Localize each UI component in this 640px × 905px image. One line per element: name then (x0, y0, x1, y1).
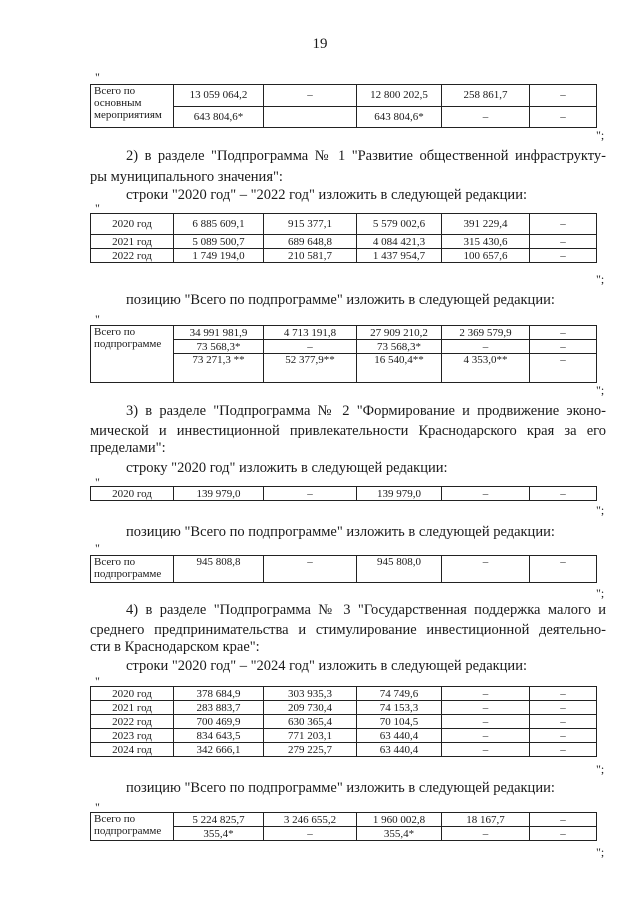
paragraph-line: позицию "Всего по подпрограмме" изложить в следующей редакции: (126, 292, 555, 308)
table-cell: – (442, 487, 530, 501)
table-cell: 210 581,7 (264, 249, 357, 263)
paragraph-line: мической и инвестиционной привлекательности Краснодарского края за его (90, 423, 606, 439)
table-cell: – (442, 743, 530, 757)
table-cell: 1 749 194,0 (174, 249, 264, 263)
quote-open: " (95, 201, 100, 215)
table-cell: – (530, 729, 597, 743)
table-cell: 378 684,9 (174, 687, 264, 701)
table-row (91, 813, 597, 827)
table-cell: 27 909 210,2 (357, 326, 442, 340)
table-cell: 834 643,5 (174, 729, 264, 743)
quote-close: "; (596, 272, 605, 286)
quote-close: "; (596, 383, 605, 397)
row-label: Всего по подпрограмме (91, 326, 174, 383)
table-cell: 209 730,4 (264, 701, 357, 715)
table-cell: 5 224 825,7 (174, 813, 264, 827)
quote-open: " (95, 541, 100, 555)
table-cell: – (530, 743, 597, 757)
table-cell: 52 377,9** (264, 354, 357, 383)
table-cell: – (264, 340, 357, 354)
table-cell: – (442, 340, 530, 354)
quote-open: " (95, 312, 100, 326)
paragraph-line: сти в Краснодарском крае": (90, 639, 260, 655)
table-cell: 1 960 002,8 (357, 813, 442, 827)
table-cell: 139 979,0 (357, 487, 442, 501)
row-label: 2020 год (91, 214, 174, 235)
table-cell: 945 808,8 (174, 556, 264, 583)
table-cell: – (442, 715, 530, 729)
quote-close: "; (596, 586, 605, 600)
table-subprogram-1-total (90, 325, 597, 383)
table-cell: – (264, 556, 357, 583)
paragraph-line: позицию "Всего по подпрограмме" изложить в следующей редакции: (126, 780, 555, 796)
table-subprogram-1-years (90, 213, 597, 263)
table-cell: – (530, 340, 597, 354)
table-cell: – (264, 487, 357, 501)
table-main-measures (90, 84, 597, 128)
table-cell: – (530, 827, 597, 841)
table-cell: – (530, 235, 597, 249)
table-cell: – (442, 701, 530, 715)
page-number: 19 (312, 36, 328, 52)
paragraph-line: позицию "Всего по подпрограмме" изложить в следующей редакции: (126, 524, 555, 540)
table-row (91, 743, 597, 757)
table-cell: 4 713 191,8 (264, 326, 357, 340)
table-cell: 1 437 954,7 (357, 249, 442, 263)
table-cell: 100 657,6 (442, 249, 530, 263)
table-cell: 139 979,0 (174, 487, 264, 501)
table-cell: – (530, 715, 597, 729)
row-label: 2020 год (91, 687, 174, 701)
table-cell: 700 469,9 (174, 715, 264, 729)
table-cell: 279 225,7 (264, 743, 357, 757)
table-cell: – (530, 249, 597, 263)
table-subprogram-2-year (90, 486, 597, 501)
paragraph-line: строку "2020 год" изложить в следующей редакции: (126, 460, 448, 476)
paragraph-line: строки "2020 год" – "2024 год" изложить в следующей редакции: (126, 658, 527, 674)
table-cell: 643 804,6* (174, 106, 264, 128)
table-subprogram-3-years (90, 686, 597, 757)
row-label: 2022 год (91, 715, 174, 729)
table-cell: 73 568,3* (357, 340, 442, 354)
paragraph-line: 3) в разделе "Подпрограмма № 2 "Формирование и продвижение эконо- (126, 403, 606, 419)
table-cell: 6 885 609,1 (174, 214, 264, 235)
table-row (91, 85, 597, 107)
table-cell: 74 153,3 (357, 701, 442, 715)
table-row (91, 729, 597, 743)
table-cell (264, 106, 357, 128)
table-cell: – (442, 729, 530, 743)
table-cell: 283 883,7 (174, 701, 264, 715)
table-subprogram-2-total (90, 555, 597, 583)
table-row (91, 687, 597, 701)
table-cell: 5 089 500,7 (174, 235, 264, 249)
table-cell: – (530, 687, 597, 701)
table-row (91, 487, 597, 501)
table-cell: 303 935,3 (264, 687, 357, 701)
table-cell: 70 104,5 (357, 715, 442, 729)
row-label: 2021 год (91, 235, 174, 249)
quote-open: " (95, 475, 100, 489)
table-cell: – (442, 827, 530, 841)
table-row (91, 556, 597, 583)
quote-open: " (95, 674, 100, 688)
table-cell: – (530, 487, 597, 501)
table-cell: 18 167,7 (442, 813, 530, 827)
table-cell: – (530, 813, 597, 827)
table-cell: 3 246 655,2 (264, 813, 357, 827)
table-cell: 355,4* (174, 827, 264, 841)
table-cell: 771 203,1 (264, 729, 357, 743)
table-cell: 342 666,1 (174, 743, 264, 757)
table-cell: – (530, 214, 597, 235)
table-cell: 34 991 981,9 (174, 326, 264, 340)
row-label: Всего по основным мероприятиям (91, 85, 174, 128)
table-cell: – (442, 106, 530, 128)
table-row (91, 701, 597, 715)
paragraph-line: ры муниципального значения": (90, 169, 283, 185)
table-cell: 315 430,6 (442, 235, 530, 249)
table-cell: 915 377,1 (264, 214, 357, 235)
table-cell: – (264, 827, 357, 841)
paragraph-line: среднего предпринимательства и стимулирование инвестиционной деятельно- (90, 622, 606, 638)
table-cell: – (264, 85, 357, 107)
table-row (91, 249, 597, 263)
table-cell: – (530, 106, 597, 128)
table-cell: 2 369 579,9 (442, 326, 530, 340)
table-cell: 945 808,0 (357, 556, 442, 583)
table-row (91, 214, 597, 235)
paragraph-line: 2) в разделе "Подпрограмма № 1 "Развитие общественной инфраструкту- (126, 148, 606, 164)
table-cell: 16 540,4** (357, 354, 442, 383)
table-cell: 391 229,4 (442, 214, 530, 235)
table-subprogram-3-total (90, 812, 597, 841)
table-cell: 74 749,6 (357, 687, 442, 701)
row-label: 2021 год (91, 701, 174, 715)
row-label: 2020 год (91, 487, 174, 501)
table-cell: 4 353,0** (442, 354, 530, 383)
table-cell: 12 800 202,5 (357, 85, 442, 107)
table-cell: – (530, 701, 597, 715)
table-cell: 643 804,6* (357, 106, 442, 128)
paragraph-line: 4) в разделе "Подпрограмма № 3 "Государственная поддержка малого и (126, 602, 606, 618)
paragraph-line: пределами": (90, 440, 166, 456)
table-cell: – (530, 354, 597, 383)
table-row (91, 326, 597, 340)
quote-open: " (95, 800, 100, 814)
quote-open: " (95, 70, 100, 84)
table-cell: – (442, 556, 530, 583)
table-cell: – (442, 687, 530, 701)
table-row (91, 235, 597, 249)
table-cell: 73 271,3 ** (174, 354, 264, 383)
row-label: Всего по подпрограмме (91, 556, 174, 583)
table-cell: – (530, 326, 597, 340)
row-label: 2022 год (91, 249, 174, 263)
table-cell: 689 648,8 (264, 235, 357, 249)
quote-close: "; (596, 762, 605, 776)
table-cell: 13 059 064,2 (174, 85, 264, 107)
table-cell: 258 861,7 (442, 85, 530, 107)
quote-close: "; (596, 128, 605, 142)
row-label: 2024 год (91, 743, 174, 757)
table-cell: 355,4* (357, 827, 442, 841)
table-cell: 73 568,3* (174, 340, 264, 354)
table-cell: 63 440,4 (357, 729, 442, 743)
paragraph-line: строки "2020 год" – "2022 год" изложить в следующей редакции: (126, 187, 527, 203)
table-cell: 4 084 421,3 (357, 235, 442, 249)
quote-close: "; (596, 503, 605, 517)
table-cell: – (530, 85, 597, 107)
table-cell: 630 365,4 (264, 715, 357, 729)
quote-close: "; (596, 845, 605, 859)
table-cell: 5 579 002,6 (357, 214, 442, 235)
row-label: Всего по подпрограмме (91, 813, 174, 841)
row-label: 2023 год (91, 729, 174, 743)
table-cell: 63 440,4 (357, 743, 442, 757)
table-cell: – (530, 556, 597, 583)
table-row (91, 715, 597, 729)
